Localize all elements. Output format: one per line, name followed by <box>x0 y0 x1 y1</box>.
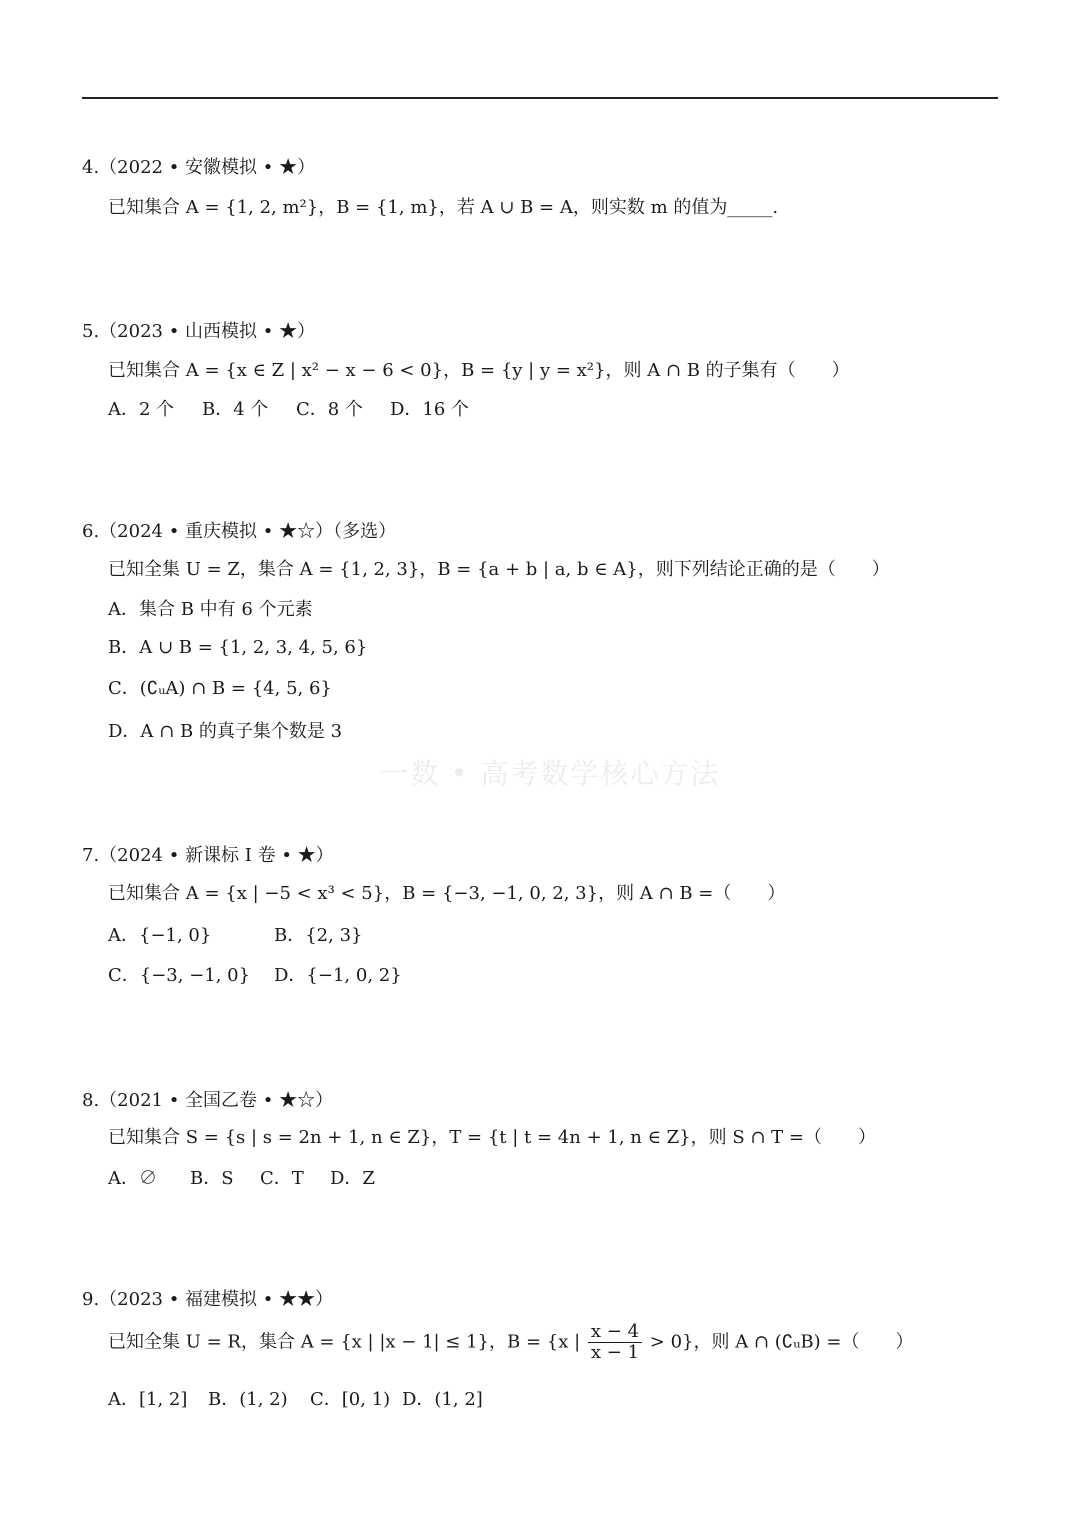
option-b: B．S <box>190 1168 234 1189</box>
question-header: 5.（2023 • 山西模拟 • ★） <box>82 321 316 342</box>
option-a: A．集合 B 中有 6 个元素 <box>108 599 313 620</box>
option-a: A．[1, 2] <box>108 1389 188 1410</box>
option-d: D．(1, 2] <box>402 1389 483 1410</box>
option-c: C．(∁ᵤA) ∩ B = {4, 5, 6} <box>108 678 332 699</box>
option-c: C．[0, 1) <box>310 1389 391 1410</box>
question-header: 6.（2024 • 重庆模拟 • ★☆）（多选） <box>82 521 397 542</box>
question-stem: 已知集合 A = {1, 2, m²}，B = {1, m}，若 A ∪ B = A，则实数 m 的值为_____. <box>108 197 779 218</box>
question-header: 7.（2024 • 新课标 Ⅰ 卷 • ★） <box>82 845 334 866</box>
options-row <box>108 398 469 422</box>
question-header: 8.（2021 • 全国乙卷 • ★☆） <box>82 1090 334 1111</box>
option-b: B．A ∪ B = {1, 2, 3, 4, 5, 6} <box>108 637 368 658</box>
options-row <box>108 1167 375 1191</box>
fraction <box>588 1322 642 1363</box>
watermark: 一数 • 高考数学核心方法 <box>380 757 721 790</box>
question-stem: 已知集合 A = {x ∈ Z | x² − x − 6 < 0}，B = {y | y = x²}，则 A ∩ B 的子集有（ ） <box>108 360 850 381</box>
option-c: C．T <box>260 1168 304 1189</box>
options-row <box>108 964 402 988</box>
option-b: B．4 个 <box>202 399 269 420</box>
option-b: B．(1, 2) <box>208 1389 288 1410</box>
option-c: C．{−3, −1, 0} <box>108 965 251 986</box>
fraction-numerator: x − 4 <box>588 1322 642 1343</box>
fraction-denominator: x − 1 <box>590 1342 640 1363</box>
stem-text-start: 已知全集 U = R，集合 A = {x | |x − 1| ≤ 1}，B = {x | <box>108 1331 581 1353</box>
top-rule <box>82 97 998 99</box>
stem-text-end: > 0}，则 A ∩ (∁ᵤB) =（ ） <box>649 1331 914 1353</box>
option-d: D．A ∩ B 的真子集个数是 3 <box>108 721 343 742</box>
options-row <box>108 1388 483 1412</box>
question-header: 9.（2023 • 福建模拟 • ★★） <box>82 1289 334 1310</box>
options-row <box>108 924 362 948</box>
option-c: C．8 个 <box>296 399 363 420</box>
question-stem: 已知集合 S = {s | s = 2n + 1, n ∈ Z}，T = {t | t = 4n + 1, n ∈ Z}，则 S ∩ T =（ ） <box>108 1127 876 1148</box>
option-a: A．2 个 <box>108 399 175 420</box>
option-b: B．{2, 3} <box>274 925 363 946</box>
option-a: A．∅ <box>108 1168 157 1189</box>
question-stem <box>108 1322 913 1363</box>
question-header: 4.（2022 • 安徽模拟 • ★） <box>82 157 316 178</box>
question-stem: 已知集合 A = {x | −5 < x³ < 5}，B = {−3, −1, 0, 2, 3}，则 A ∩ B =（ ） <box>108 883 786 904</box>
option-d: D．Z <box>330 1168 375 1189</box>
option-d: D．{−1, 0, 2} <box>274 965 402 986</box>
question-stem: 已知全集 U = Z，集合 A = {1, 2, 3}，B = {a + b | a, b ∈ A}，则下列结论正确的是（ ） <box>108 559 890 580</box>
option-d: D．16 个 <box>390 399 470 420</box>
option-a: A．{−1, 0} <box>108 925 212 946</box>
